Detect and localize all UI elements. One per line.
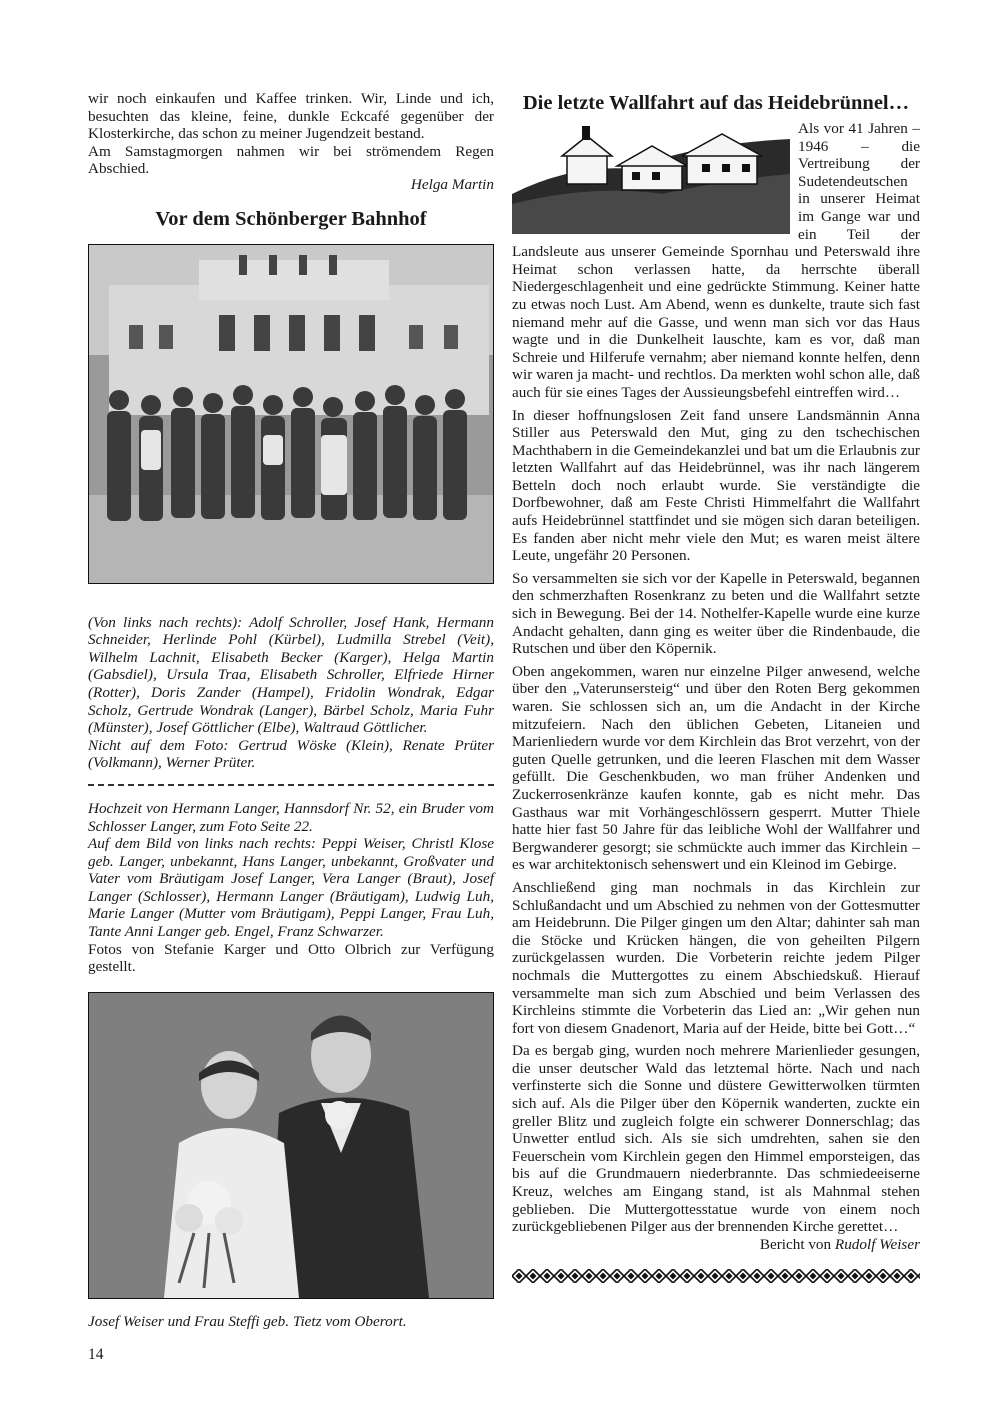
report-author: Rudolf Weiser bbox=[834, 1235, 920, 1253]
intro-signature: Helga Martin bbox=[410, 175, 494, 193]
group-photo-image bbox=[89, 245, 493, 583]
wedding-photo-image bbox=[89, 993, 493, 1298]
page-number: 14 bbox=[88, 1346, 104, 1363]
article-intro bbox=[512, 120, 920, 402]
article-paragraph-4: Oben angekommen, waren nur einzelne Pilger anwesend, welche über den „Vaterunsersteig“ und über den Roten Berg gekommen waren. Sie schlossen sich an, um die Andacht in der Kirche mitzufeiern. Nach den üblichen Gebeten, Litaneien und Marienliedern wurde vor dem Kirchlein das Brot verzehrt, von der guten Quelle getrunken, und die leeren Flaschen mit dem Wasser gefüllt. Die Geschenkbuden, wo man früher Andenken und Zuckerrosenkränze kaufen konnte, gab es nicht mehr. Das Gasthaus war mit Vorhängeschlössern gesperrt. Mutter Thiele hatte hier fast 50 Jahre für das leibliche Wohl der Wallfahrer und Bergwanderer gesorgt; sie schmückte auch immer das Kirchlein – es war architektonisch sehenswert und ein Kleinod im Gebirge. bbox=[512, 662, 920, 874]
right-column bbox=[512, 90, 920, 1283]
photo2-caption: Josef Weiser und Frau Steffi geb. Tietz vom Oberort. bbox=[88, 1312, 407, 1330]
intro-text: wir noch einkaufen und Kaffee trinken. Wir, Linde und ich, besuchten das kleine, feine, dunkle Eckcafé gegenüber der Klosterkirche, das schon zu meiner Jugendzeit bestand. bbox=[88, 90, 494, 143]
photo1-note: Nicht auf dem Foto: Gertrud Wöske (Klein), Renate Prüter (Volkmann), Werner Prüter. bbox=[88, 736, 494, 772]
article-paragraph-1: Als vor 41 Jahren – 1946 – die Vertreibung der Sudetendeutschen in unserer Heimat im Gange war und ein Teil der Landsleute aus unserer Gemeinde Spornhau und Peterswald ihre Heimat schon verlassen hatte, da herrschte überall Niedergeschlagenheit und eine gedrückte Stimmung. Keiner hatte zu etwas noch Lust. Am Abend, wenn es dunkelte, traute sich fast niemand mehr auf die Gasse, und wenn man sich vor das Haus wagte und in die Dunkelheit lauschte, kam es vor, daß man Schreie und Hilferufe vernahm; aber niemand konnte helfen, denn wir waren ja macht- und rechtlos. Da merkten wohl schon alle, daß auch für sie eines Tages der Aussieungsbefehl eintreffen wird… bbox=[512, 120, 920, 401]
wedding-photo bbox=[88, 992, 494, 1299]
photo1-caption: (Von links nach rechts): Adolf Schroller, Josef Hank, Hermann Schneider, Herlinde Pohl (Kürbel), Ludmilla Strebel (Veit), Wilhelm Lachnit, Elisabeth Becker (Karger), Helga Martin (Gabsdiel), Ursula Traa, Elisabeth Schroller, Elfriede Hirner (Rotter), Doris Zander (Hampel), Fridolin Wondrak, Edgar Scholz, Gertrude Wondrak (Langer), Bärbel Scholz, Maria Fuhr (Münster), Josef Göttlicher (Elbe), Waltraud Göttlicher. bbox=[88, 613, 494, 737]
wedding-text-2: Auf dem Bild von links nach rechts: Peppi Weiser, Christl Klose geb. Langer, unbekannt, Hans Langer, unbekannt, Großvater und Vater vom Bräutigam Josef Langer, Vera Langer (Braut), Josef Langer (Schlosser), Hermann Langer (Bräutigam), Ludwig Luh, Marie Langer (Mutter vom Bräutigam), Peppi Langer, Frau Luh, Tante Anni Langer geb. Engel, Franz Schwarzer. bbox=[88, 835, 494, 941]
article-paragraph-5: Anschließend ging man nochmals in das Kirchlein zur Schlußandacht und um Abschied zu nehmen von der Gottesmutter am Heidebrunn. Die Pilger gingen um den Altar; dahinter sah man die Stöcke und Krücken hängen, die von geheilten Pilgern zurückgelassen wurden. Die Vorbeterin reichte jedem Pilger nochmals die Muttergottes zu einem Abschiedskuß. Hierauf versammelte man sich zum Abschied und beim Verlassen des Kirchleins stimmte die Vorbeterin das Lied an: „Wir gehen nun fort von diesem Gnadenort, Maria auf der Heide, bitte bei Gott…“ bbox=[512, 878, 920, 1037]
photo-credit: Fotos von Stefanie Karger und Otto Olbrich zur Verfügung gestellt. bbox=[88, 940, 494, 976]
wedding-text-1: Hochzeit von Hermann Langer, Hannsdorf Nr. 52, ein Bruder vom Schlosser Langer, zum Foto Seite 22. bbox=[88, 799, 494, 835]
report-prefix: Bericht von bbox=[759, 1235, 832, 1253]
article-title: Die letzte Wallfahrt auf das Heidebrünnel… bbox=[522, 92, 910, 114]
ornament-pattern bbox=[512, 1269, 920, 1283]
mountain-chapel-illustration bbox=[512, 124, 790, 234]
group-photo bbox=[88, 244, 494, 584]
intro-text-2: Am Samstagmorgen nahmen wir bei strömendem Regen Abschied. bbox=[88, 142, 494, 178]
article-paragraph-3: So versammelten sie sich vor der Kapelle in Peterswald, begannen den schmerzhaften Rosenkranz zu beten und die Wallfahrt setzte sich in Bewegung. Bei der 14. Nothelfer-Kapelle wurde eine kurze Andacht gehalten, dann ging es weiter über die Rindenbaude, die Rutschen und über den Köpernik. bbox=[512, 569, 920, 658]
ornamental-border bbox=[512, 1269, 920, 1283]
article-paragraph-6: Da es bergab ging, wurden noch mehrere Marienlieder gesungen, die unser deutscher Wald das letztemal hörte. Nach und nach verfinsterte sich die Sonne und düstere Gewitterwolken türmten sich auf. Als die Pilger über den Köpernik wanderten, zuckte ein greller Blitz und zugleich folgte ein schwerer Donnerschlag; das Unwetter entlud sich. Als sie sich umdrehten, sahen sie den Feuerschein vom Kirchlein gegen den Himmel emporsteigen, das bis auf die Grundmauern niederbrannte. Das schmiedeeiserne Kreuz, welches am Eingang stand, ist als Mahnmal stehen geblieben. Die Muttergottesstatue wurde von einem noch zurückgebliebenen Pilger aus der brennenden Kirche gerettet… bbox=[512, 1042, 920, 1236]
report-signature bbox=[512, 1236, 920, 1254]
left-column bbox=[88, 90, 494, 1330]
article-paragraph-2: In dieser hoffnungslosen Zeit fand unsere Landsmännin Anna Stiller aus Peterswald den Mut, ging zu den tschechischen Machthabern in die Gemeindekanzlei und bat um die Erlaubnis zur letzten Wallfahrt auf das Heidebrünnel, was ihr nach längerem Betteln doch noch erlaubt wurde. Sie verständigte die Dorfbewohner, daß am Feste Christi Himmelfahrt die Wallfahrt aufs Heidebrünnel stattfindet und sie mögen sich daran beteiligen. Es fanden aber nicht mehr viele den Mut; es waren meist ältere Leute, ungefähr 20 Personen. bbox=[512, 406, 920, 565]
section-title: Vor dem Schönberger Bahnhof bbox=[155, 207, 427, 230]
chapel-drawing bbox=[512, 124, 790, 234]
section-divider bbox=[88, 784, 494, 786]
